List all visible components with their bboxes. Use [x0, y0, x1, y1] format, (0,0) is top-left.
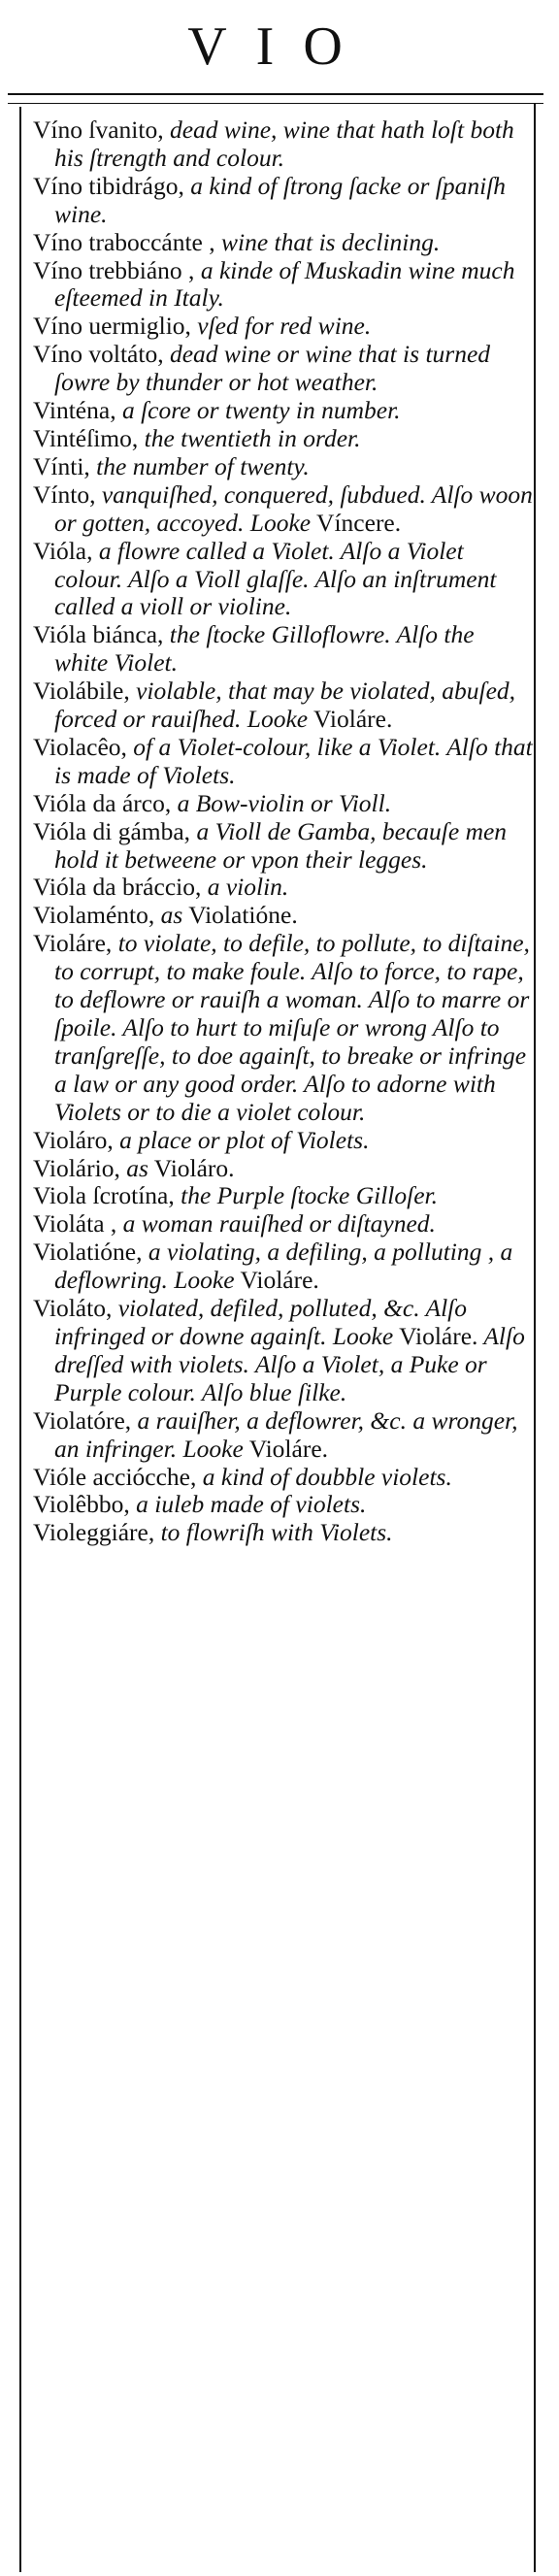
entry-headword: Violacêo, — [33, 732, 127, 761]
dictionary-entry — [33, 1295, 534, 1407]
dictionary-entry — [33, 397, 534, 425]
entry-cross-reference: Violáre. — [393, 1321, 478, 1350]
dictionary-entry — [33, 874, 534, 902]
entry-definition: a rauiſher, a deflowrer, &c. a wronger, an infringer. Looke — [54, 1405, 518, 1463]
entry-cross-reference: Violatióne. — [182, 901, 298, 930]
entry-headword: Violêbbo, — [33, 1490, 130, 1519]
dictionary-entry — [33, 116, 534, 173]
entry-headword: Víno traboccánte , — [33, 227, 215, 256]
column-rule-right — [534, 103, 536, 2572]
entry-headword: Vinténa, — [33, 396, 116, 425]
dictionary-entry — [33, 930, 534, 1126]
entry-cross-reference: Violáro. — [148, 1153, 235, 1182]
entry-headword: Violáro, — [33, 1125, 114, 1154]
entry-headword: Viola ſcrotína, — [33, 1181, 175, 1210]
entry-definition: a Bow-violin or Violl. — [171, 788, 392, 817]
dictionary-entry — [33, 1519, 534, 1547]
entry-definition: a violating, a defiling, a polluting , a deflowring. Looke — [54, 1238, 513, 1295]
entry-headword: Vióla biánca, — [33, 620, 164, 649]
dictionary-entry — [33, 677, 534, 734]
dictionary-entry — [33, 1155, 534, 1183]
entry-definition: to flowriſh with Violets. — [154, 1518, 393, 1547]
entry-definition: a flowre called a Violet. Alſo a Violet colour. Alſo a Violl glaſſe. Alſo an inſtrument called a violl or violine. — [54, 536, 497, 621]
entry-definition: violated, defiled, polluted, &c. Alſo infringed or downe againſt. Looke — [54, 1294, 468, 1350]
entry-definition: a Violl de Gamba, becauſe men hold it betweene or vpon their legges. — [54, 816, 508, 874]
entry-list — [33, 116, 534, 1547]
dictionary-entry — [33, 341, 534, 397]
entry-headword: Víno tibidrágo, — [33, 171, 184, 200]
dictionary-entry — [33, 229, 534, 257]
entry-definition-continued: Alſo dreſſed with violets. Alſo a Violet, a Puke or Purple colour. Alſo blue ſilke. — [54, 1321, 525, 1406]
entry-headword: Víno ſvanito, — [33, 116, 164, 144]
entry-definition: wine that is declining. — [214, 227, 441, 256]
entry-headword: Violatióne, — [33, 1238, 143, 1267]
entry-headword: Vióla, — [33, 536, 93, 565]
dictionary-entry — [33, 538, 534, 622]
entry-definition: vanquiſhed, conquered, ſubdued. Alſo woon or gotten, accoyed. Looke — [54, 479, 533, 537]
entry-definition: the number of twenty. — [89, 451, 310, 480]
entry-definition: the Purple ſtocke Gilloſer. — [174, 1181, 438, 1210]
entry-column — [19, 107, 536, 2572]
dictionary-entry — [33, 902, 534, 930]
entry-definition: vſed for red wine. — [190, 312, 372, 341]
header-rule-inner — [8, 103, 543, 104]
dictionary-entry — [33, 481, 534, 538]
entry-headword: Violatóre, — [33, 1405, 132, 1435]
entry-definition: dead wine or wine that is turned ſowre by thunder or hot weather. — [54, 340, 491, 397]
dictionary-entry — [33, 734, 534, 790]
dictionary-entry — [33, 173, 534, 229]
entry-cross-reference: Violáre. — [308, 705, 393, 734]
entry-definition: of a Violet-colour, like a Violet. Alſo that is made of Violets. — [54, 732, 533, 789]
entry-headword: Vínto, — [33, 479, 96, 509]
header-rule — [8, 93, 543, 95]
entry-definition: a place or plot of Violets. — [113, 1125, 370, 1154]
entry-definition: to violate, to defile, to pollute, to diſtaine, to corrupt, to make foule. Alſo to force, to rape, to deflowre or rauiſh a woman. Alſo to marre or ſpoile. Alſo to hurt to miſuſe or wrong Alſo to tranſgreſſe, to doe againſt, to breake or infringe a law or any good order. Alſo to adorne with Violets or to die a violet colour. — [54, 929, 530, 1126]
entry-headword: Violáto, — [33, 1294, 113, 1323]
entry-headword: Violábile, — [33, 677, 130, 706]
entry-definition: dead wine, wine that hath loſt both his ſtrength and colour. — [54, 116, 514, 172]
entry-definition: a violin. — [201, 873, 289, 902]
dictionary-entry — [33, 313, 534, 341]
entry-headword: Violaménto, — [33, 901, 155, 930]
entry-definition: the ſtocke Gilloflowre. Alſo the white Violet. — [54, 620, 475, 677]
entry-definition: the twentieth in order. — [138, 423, 361, 452]
dictionary-entry — [33, 1464, 534, 1492]
entry-cross-reference: Violáre. — [234, 1266, 319, 1295]
entry-definition: a kinde of Muskadin wine much eſteemed in Italy. — [54, 255, 515, 313]
entry-definition: violable, that may be violated, abuſed, forced or rauiſhed. Looke — [54, 677, 516, 734]
dictionary-entry — [33, 1407, 534, 1464]
page-title: VIO — [187, 17, 372, 77]
dictionary-entry — [33, 257, 534, 314]
dictionary-entry — [33, 1238, 534, 1295]
entry-headword: Vintéſimo, — [33, 423, 139, 452]
dictionary-entry — [33, 1127, 534, 1155]
entry-cross-reference: Víncere. — [311, 508, 402, 537]
dictionary-entry — [33, 425, 534, 453]
entry-headword: Víno voltáto, — [33, 340, 164, 369]
entry-headword: Vínti, — [33, 451, 90, 480]
dictionary-entry — [33, 1210, 534, 1238]
entry-headword: Víno trebbiáno , — [33, 255, 195, 284]
dictionary-entry — [33, 1491, 534, 1519]
entry-definition: as — [154, 901, 183, 930]
dictionary-entry — [33, 1182, 534, 1210]
entry-headword: Violário, — [33, 1153, 120, 1182]
entry-definition: a iuleb made of violets. — [129, 1490, 367, 1519]
entry-headword: Violáre, — [33, 929, 113, 958]
dictionary-entry — [33, 453, 534, 481]
entry-definition: a woman rauiſhed or diſtayned. — [116, 1209, 436, 1238]
entry-definition: a kind of ſtrong ſacke or ſpaniſh wine. — [54, 171, 507, 228]
dictionary-entry — [33, 790, 534, 818]
entry-headword: Víno uermiglio, — [33, 312, 191, 341]
entry-headword: Vióla da bráccio, — [33, 873, 202, 902]
entry-cross-reference: Violáre. — [243, 1434, 329, 1463]
entry-definition: a ſcore or twenty in number. — [115, 396, 401, 425]
entry-definition: a kind of doubble violets. — [196, 1462, 452, 1491]
entry-headword: Vióla da árco, — [33, 788, 172, 817]
dictionary-entry — [33, 818, 534, 875]
dictionary-entry — [33, 621, 534, 677]
entry-headword: Vióle acciócche, — [33, 1462, 197, 1491]
entry-definition: as — [119, 1153, 148, 1182]
entry-headword: Violáta , — [33, 1209, 117, 1238]
entry-headword: Vióla di gámba, — [33, 816, 191, 845]
entry-headword: Violeggiáre, — [33, 1518, 155, 1547]
